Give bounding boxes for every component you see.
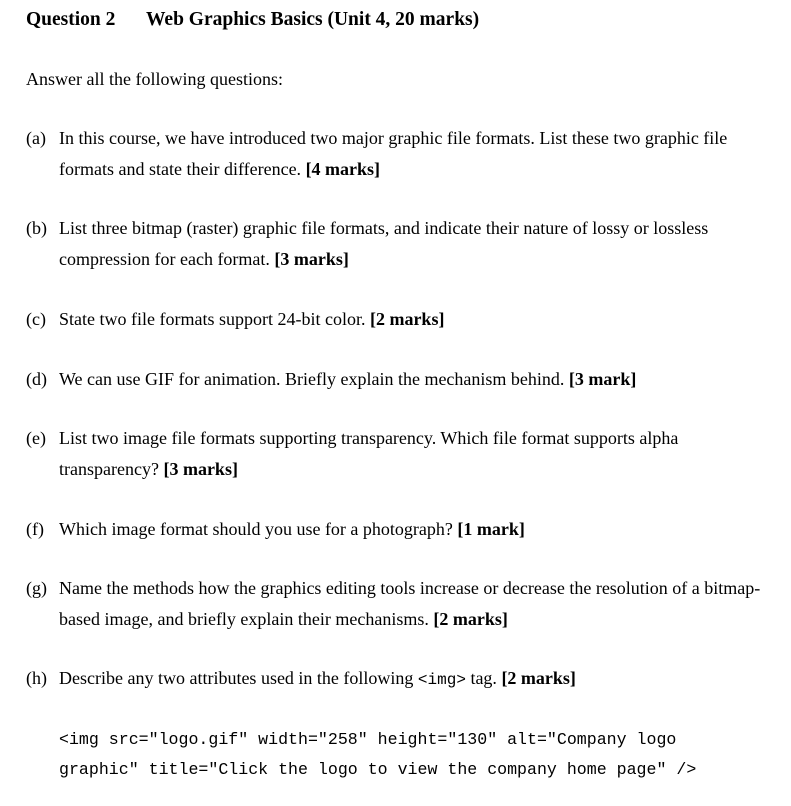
question-e xyxy=(26,423,766,485)
question-text: Which image format should you use for a photograph? xyxy=(59,519,453,539)
question-number: Question 2 xyxy=(26,9,116,30)
question-text: State two file formats support 24-bit color. xyxy=(59,309,366,329)
marks-badge: [2 marks] xyxy=(501,668,576,688)
question-text: Name the methods how the graphics editing tools increase or decrease the resolution of a bitmap-based image, and briefly explain their mechanisms. xyxy=(59,578,761,629)
code-line: graphic" title="Click the logo to view the company home page" /> xyxy=(59,760,697,779)
code-example xyxy=(59,725,779,785)
question-c xyxy=(26,304,766,335)
question-label: (g) xyxy=(26,578,47,598)
question-a xyxy=(26,123,766,185)
question-text: In this course, we have introduced two major graphic file formats. List these two graphic file formats and state their difference. xyxy=(59,128,728,179)
question-text: Describe any two attributes used in the following xyxy=(59,668,414,688)
code-line: <img src="logo.gif" width="258" height="130" alt="Company logo xyxy=(59,730,677,749)
question-d xyxy=(26,364,766,395)
inline-code: <img> xyxy=(417,671,466,689)
marks-badge: [2 marks] xyxy=(369,309,445,329)
question-text: List two image file formats supporting transparency. Which file format supports alpha transparency? xyxy=(59,428,679,479)
marks-badge: [3 marks] xyxy=(274,249,349,269)
question-label: (d) xyxy=(26,369,47,389)
question-label: (h) xyxy=(26,668,47,688)
question-f xyxy=(26,514,766,545)
question-b xyxy=(26,213,766,275)
marks-badge: [2 marks] xyxy=(433,609,508,629)
question-g xyxy=(26,573,766,635)
question-text: We can use GIF for animation. Briefly explain the mechanism behind. xyxy=(59,369,565,389)
question-heading xyxy=(26,7,479,33)
marks-badge: [1 mark] xyxy=(457,519,525,539)
question-text-after: tag. xyxy=(470,668,497,688)
instructions: Answer all the following questions: xyxy=(26,69,283,89)
question-h xyxy=(26,663,766,696)
marks-badge: [3 mark] xyxy=(568,369,637,389)
question-text: List three bitmap (raster) graphic file formats, and indicate their nature of lossy or lossless compression for each format. xyxy=(59,218,709,269)
question-label: (e) xyxy=(26,428,46,448)
question-label: (a) xyxy=(26,128,46,148)
question-label: (f) xyxy=(26,519,44,539)
marks-badge: [3 marks] xyxy=(163,459,238,479)
question-title: Web Graphics Basics (Unit 4, 20 marks) xyxy=(146,9,480,30)
question-label: (c) xyxy=(26,309,46,329)
marks-badge: [4 marks] xyxy=(305,159,381,179)
question-label: (b) xyxy=(26,218,47,238)
